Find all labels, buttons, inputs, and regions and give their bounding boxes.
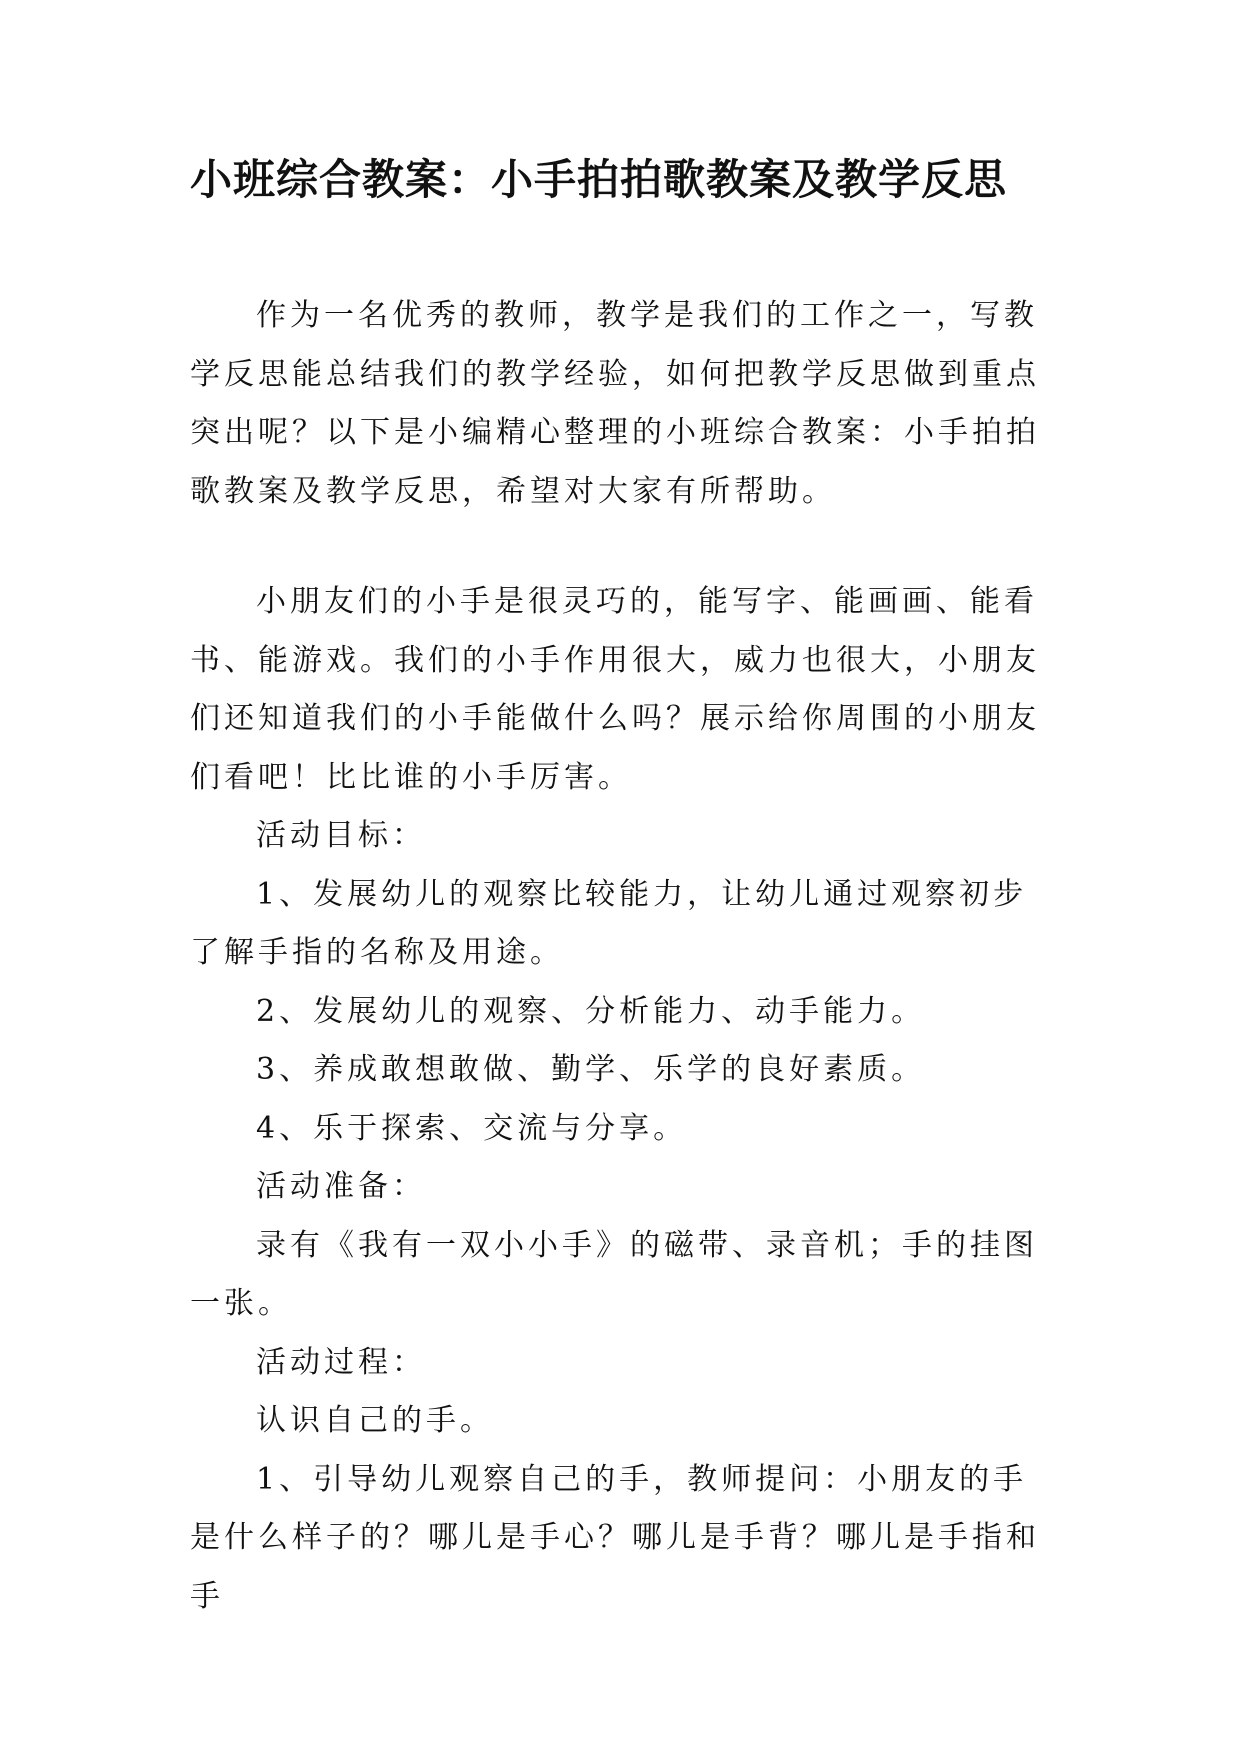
intro-section — [190, 287, 1052, 521]
intro-paragraph: 作为一名优秀的教师，教学是我们的工作之一，写教学反思能总结我们的教学经验，如何把教学反思做到重点突出呢？以下是小编精心整理的小班综合教案：小手拍拍歌教案及教学反思，希望对大家有所帮助。 — [190, 298, 1040, 509]
preparation-text: 录有《我有一双小小手》的磁带、录音机；手的挂图一张。 — [190, 1227, 1038, 1321]
lesson-content — [190, 573, 1052, 1626]
activity-preparation-heading: 活动准备： — [256, 1169, 426, 1204]
goal-item-1: 1、发展幼儿的观察比较能力，让幼儿通过观察初步了解手指的名称及用途。 — [190, 876, 1028, 970]
goal-item-4: 4、乐于探索、交流与分享。 — [256, 1110, 688, 1146]
goal-item-3: 3、养成敢想敢做、勤学、乐学的良好素质。 — [256, 1052, 926, 1087]
opening-paragraph: 小朋友们的小手是很灵巧的，能写字、能画画、能看书、能游戏。我们的小手作用很大，威力也很大，小朋友们还知道我们的小手能做什么吗？展示给你周围的小朋友们看吧！比比谁的小手厉害。 — [190, 584, 1040, 795]
activity-process-heading: 活动过程： — [256, 1344, 426, 1380]
activity-goals-heading: 活动目标： — [256, 818, 426, 853]
document-title: 小班综合教案：小手拍拍歌教案及教学反思 — [190, 155, 1008, 204]
process-step-1: 1、引导幼儿观察自己的手，教师提问：小朋友的手是什么样子的？哪儿是手心？哪儿是手背？哪儿是手指和手 — [190, 1461, 1040, 1614]
goal-item-2: 2、发展幼儿的观察、分析能力、动手能力。 — [256, 993, 926, 1029]
process-step-heading: 认识自己的手。 — [256, 1403, 494, 1438]
